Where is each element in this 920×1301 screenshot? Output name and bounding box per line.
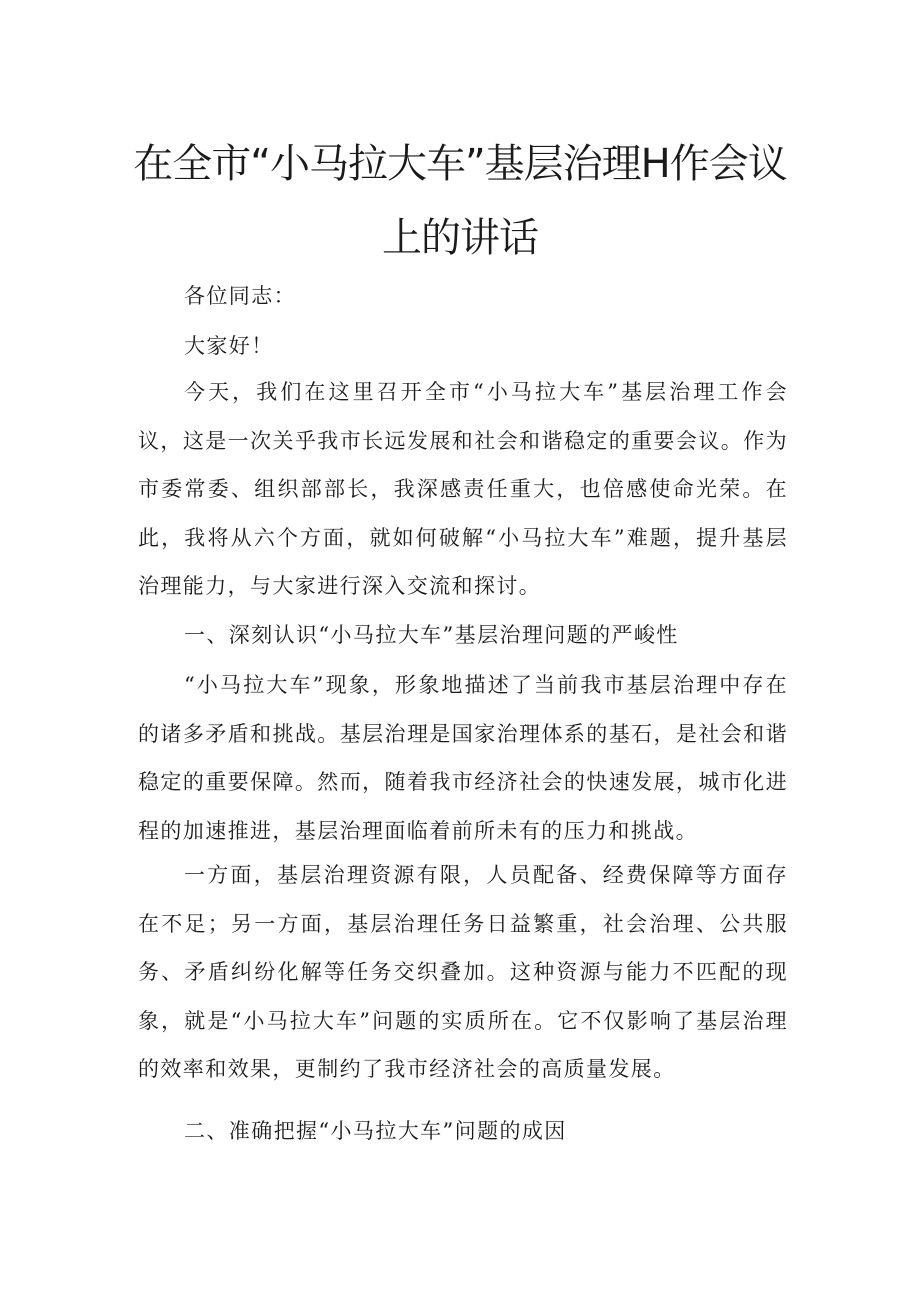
document-title-line-2: 上的讲话 xyxy=(382,215,538,261)
section-heading-2: 二、准确把握“小马拉大车”问题的成因 xyxy=(184,1119,567,1143)
opening-paragraph: 今天，我们在这里召开全市“小马拉大车”基层治理工作会议，这是一次关乎我市长远发展和社会和谐稳定的重要会议。作为市委常委、组织部部长，我深感责任重大，也倍感使命光荣。在此，我将从六个方面，就如何破解“小马拉大车”难题，提升基层治理能力，与大家进行深入交流和探讨。 xyxy=(138,380,788,599)
salutation: 各位同志： xyxy=(184,284,296,308)
body-paragraph-1: “小马拉大车”现象，形象地描述了当前我市基层治理中存在的诸多矛盾和挑战。基层治理是国家治理体系的基石，是社会和谐稳定的重要保障。然而，随着我市经济社会的快速发展，城市化进程的加速推进，基层治理面临着前所未有的压力和挑战。 xyxy=(138,673,788,843)
document-title-line-1: 在全市“小马拉大车”基层治理H作会议 xyxy=(133,141,787,187)
greeting: 大家好！ xyxy=(184,334,274,358)
section-heading-1: 一、深刻认识“小马拉大车”基层治理问题的严峻性 xyxy=(184,623,679,647)
body-paragraph-2: 一方面，基层治理资源有限，人员配备、经费保障等方面存在不足；另一方面，基层治理任务日益繁重，社会治理、公共服务、矛盾纠纷化解等任务交织叠加。这种资源与能力不匹配的现象，就是“小马拉大车”问题的实质所在。它不仅影响了基层治理的效率和效果，更制约了我市经济社会的高质量发展。 xyxy=(138,863,788,1082)
